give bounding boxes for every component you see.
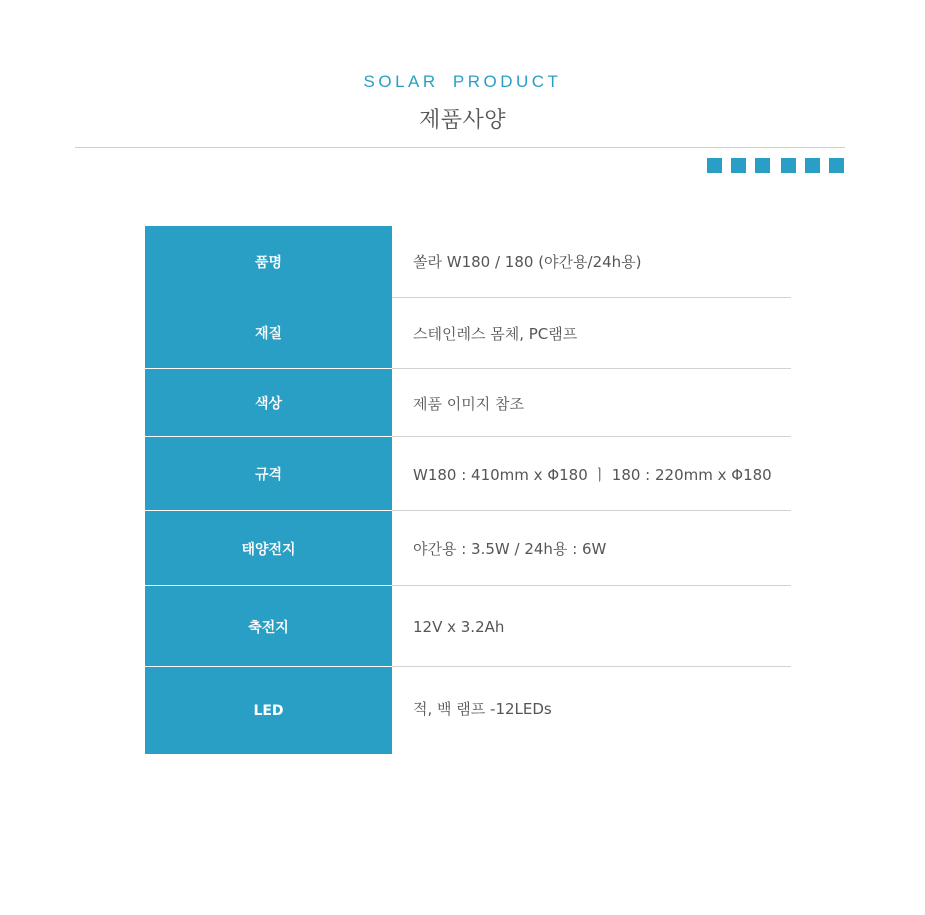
spec-value bbox=[392, 297, 791, 369]
spec-label: 품명 bbox=[145, 226, 392, 297]
spec-value-text: 쏠라 W180 / 180 (야간용/24h용) bbox=[413, 253, 642, 271]
spec-row-solar-cell bbox=[145, 511, 791, 586]
spec-value bbox=[392, 511, 791, 586]
spec-value-text: 적, 백 램프 -12LEDs bbox=[413, 699, 552, 718]
spec-value bbox=[392, 226, 791, 297]
spec-value bbox=[392, 437, 791, 511]
spec-label: 색상 bbox=[145, 369, 392, 437]
spec-row-size bbox=[145, 437, 791, 511]
spec-row-battery bbox=[145, 586, 791, 667]
page-title: 제품사양 bbox=[418, 108, 506, 133]
spec-table bbox=[145, 226, 791, 754]
square-icon bbox=[731, 158, 746, 173]
section-eyebrow: SOLAR PRODUCT bbox=[363, 72, 562, 91]
square-icon bbox=[829, 158, 844, 173]
spec-row-material bbox=[145, 297, 791, 369]
spec-value bbox=[392, 667, 791, 749]
spec-value bbox=[392, 369, 791, 437]
spec-label: 태양전지 bbox=[145, 511, 392, 586]
header-divider bbox=[75, 147, 845, 148]
spec-value-text: 제품 이미지 참조 bbox=[413, 394, 524, 413]
spec-value-text: 야간용 : 3.5W / 24h용 : 6W bbox=[413, 540, 607, 558]
square-icon bbox=[707, 158, 722, 173]
square-icon bbox=[781, 158, 796, 173]
spec-value-text: W180 : 410mm x Φ180 ㅣ 180 : 220mm x Φ180 bbox=[413, 465, 772, 484]
square-icon bbox=[755, 158, 770, 173]
spec-row-led bbox=[145, 667, 791, 754]
spec-value bbox=[392, 586, 791, 667]
square-icon bbox=[805, 158, 820, 173]
spec-row-name bbox=[145, 226, 791, 297]
spec-label: 규격 bbox=[145, 437, 392, 511]
spec-label: LED bbox=[145, 667, 392, 754]
spec-row-color bbox=[145, 369, 791, 437]
spec-value-text: 12V x 3.2Ah bbox=[413, 617, 505, 636]
spec-value-text: 스테인레스 몸체, PC램프 bbox=[413, 324, 578, 343]
spec-label: 축전지 bbox=[145, 586, 392, 667]
spec-label: 재질 bbox=[145, 297, 392, 369]
